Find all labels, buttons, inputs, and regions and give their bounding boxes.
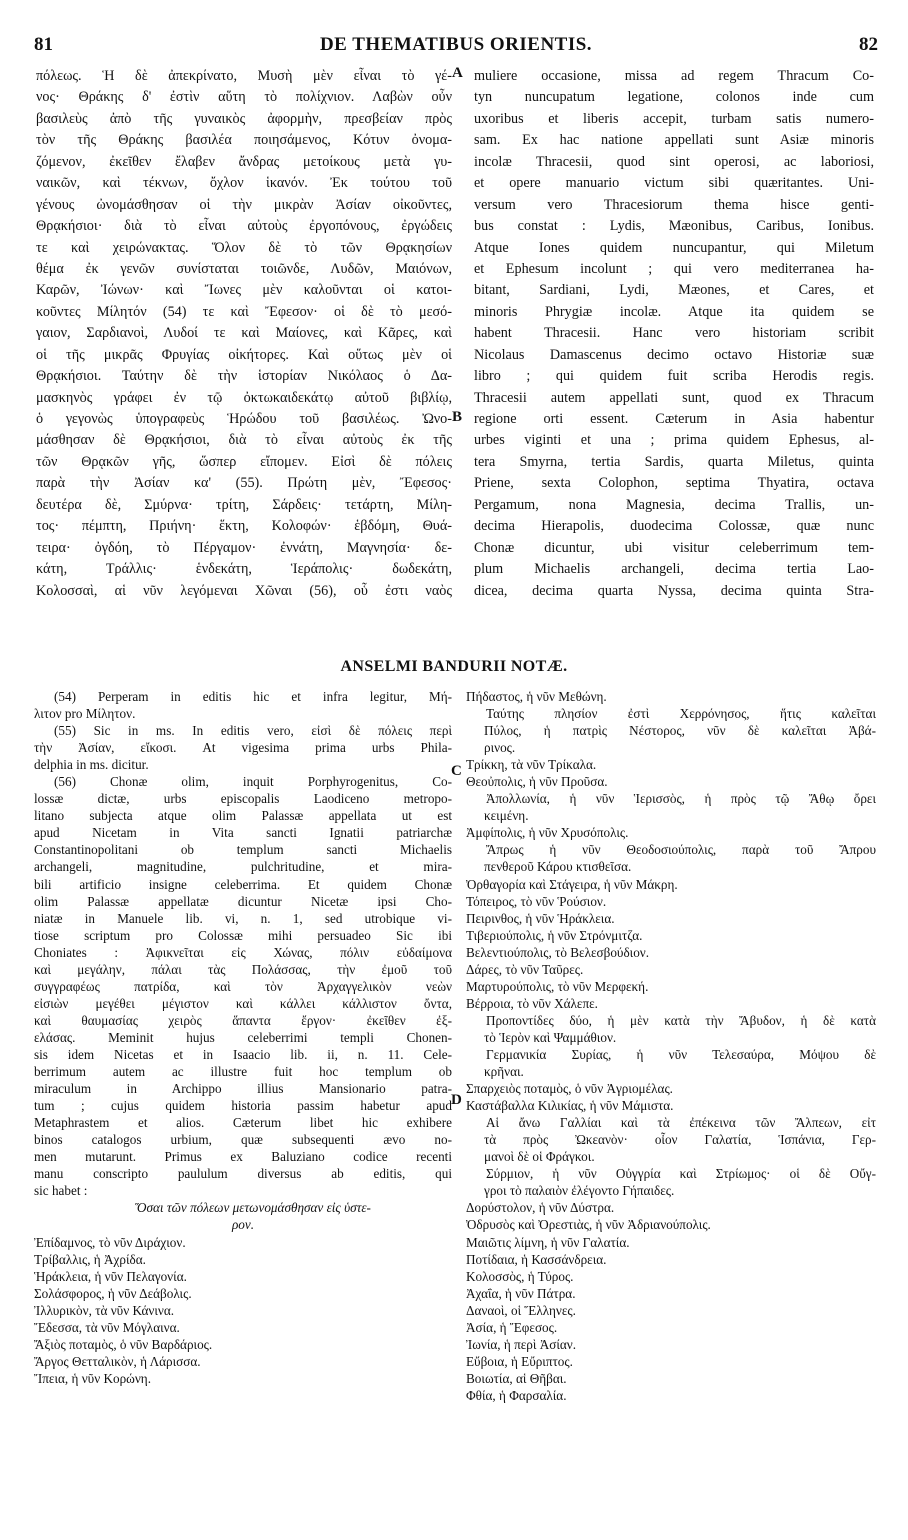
catalog-left-line: Τρίβαλλις, ἡ Ἀχρίδα. — [34, 1251, 146, 1267]
notes-right-line: Ὀρθαγορία καὶ Στάγειρα, ἡ νῦν Μάκρη. — [466, 876, 678, 892]
notes-right-line: Βοιωτία, αἱ Θῆβαι. — [466, 1370, 567, 1386]
notes-right-line: πενθεροῦ Κάρου κτισθεῖσα. — [484, 859, 632, 875]
catalog-left-line: Ἄξιὸς ποταμὸς, ὁ νῦν Βαρδάριος. — [34, 1336, 213, 1352]
notes-right-line: Θεοὐπολις, ἡ νῦν Προῦσα. — [466, 774, 608, 790]
notes-right-line: Βέρροια, τὸ νῦν Χάλεπε. — [466, 995, 598, 1011]
notes-right-line: τὰ πρὸς Ὠκεανὸν· οἷον Γαλατία, Ἱσπάνια, Γερ- — [484, 1132, 876, 1148]
greek-text-line: κάτη, Τράλλις· ἑνδεκάτη, Ἱεράπολις· δωδεκάτη, — [36, 561, 452, 578]
latin-text-line: et Ephesum incolunt ; qui vero mediterranea ha- — [474, 260, 874, 277]
notes-left-line: tum ; cujus quidem historia passim habetur apud — [34, 1098, 452, 1114]
latin-text-line: habent Thracesii. Hanc vero historiam scribit — [474, 325, 874, 342]
notes-left-line: niatæ in Manuele lib. vi, n. 1, sed utrobique vi- — [34, 910, 452, 926]
notes-left-line: bili artificio insigne celeberrima. Et quidem Chonæ — [34, 876, 452, 892]
catalog-left-line: Σολάσφορος, ἡ νῦν Δεάβολις. — [34, 1285, 192, 1301]
latin-text-line: muliere occasione, missa ad regem Thracum Co- — [474, 68, 874, 84]
notes-right-line: Ἀσία, ἡ Ἔφεσος. — [466, 1319, 558, 1335]
greek-text-line: νος· Θράκης δ' ἐστὶν αὕτη τὸ πολίχνιον. Λαβὼν οὖν — [36, 89, 452, 106]
catalog-left-line: Ἄργος Θετταλικὸν, ἡ Λάρισσα. — [34, 1353, 201, 1369]
notes-left-line: καὶ μεγάλην, πάλαι τὰς Πολάσσας, τὴν ἐμοῦ τοῦ — [34, 961, 452, 977]
notes-left-column — [34, 688, 452, 1387]
notes-right-line: Βελεντιούπολις, τὸ Βελεσβούδιον. — [466, 944, 650, 960]
notes-right-line: Πειρινθος, ἡ νῦν Ἡράκλεια. — [466, 910, 615, 926]
greek-text-line: γένους ὠνομάσθησαν οἱ τὴν μικρὰν Ἀσίαν οἰκοῦντες, — [36, 196, 452, 213]
notes-right-line: Ταύτης πλησίον ἐστὶ Χερρόνησος, ἥτις καλεῖται — [486, 706, 876, 722]
notes-right-line: Δαναοὶ, οἱ Ἕλληνες. — [466, 1302, 576, 1318]
notes-left-line: εἰσιὼν μεγέθει μέγιστον καὶ κάλλει κάλλιστον ὄντα, — [34, 995, 452, 1011]
notes-left-line: litano subjecta atque olim Palassæ appellata ut est — [34, 808, 452, 824]
notes-right-line: Μαιῶτις λίμνη, ἡ νῦν Γαλατία. — [466, 1234, 630, 1250]
latin-text-line: plum Michaelis archangeli, decima tertia Lao- — [474, 561, 874, 578]
greek-text-line: τειρα· ὀγδόη, τὸ Πέργαμον· ἐννάτη, Μαγνησία· δε- — [36, 539, 452, 556]
notes-left-line: τὴν Ἀσίαν, εἴκοσι. At vigesima prima urbs Phila- — [34, 740, 452, 756]
notes-right-line: γροι τὸ παλαιὸν ἐλέγοντο Γήπαιδες. — [484, 1183, 675, 1199]
running-title: DE THEMATIBUS ORIENTIS. — [319, 34, 593, 55]
catalog-left-line: Ἰλλυρικὸν, τὰ νῦν Κάνινα. — [34, 1302, 175, 1318]
notes-heading: ANSELMI BANDURII NOTÆ. — [340, 658, 568, 675]
latin-text-line: decima Hierapolis, duodecima Colossæ, quæ nunc — [474, 518, 874, 535]
notes-right-line: Πύλος, ἡ πατρὶς Νέστορος, νῦν δὲ καλεῖται Ἀβά- — [484, 723, 876, 739]
greek-text-line: βασιλεὺς ἀπὸ τῆς γυναικὸς ἀφορμὴν, πρεσβείαν πρὸς — [36, 110, 452, 127]
notes-left-line: olim Palassæ appellatæ dicuntur Nicetæ ipsi Cho- — [34, 893, 452, 909]
latin-text-line: Nicolaus Damascenus decimo octavo Historiæ suæ — [474, 346, 874, 363]
notes-left-line: sis idem Nicetas et in Isaacio lib. ii, n. 11. Cele- — [34, 1046, 452, 1062]
notes-right-line: Ἀπολλωνία, ἡ νῦν Ἱερισσὸς, ἡ πρὸς τῷ Ἄθῳ ὄρει — [486, 791, 876, 807]
notes-right-line: Αἱ ἄνω Γαλλίαι καὶ τὰ ἐπέκεινα τῶν Ἄλπεων, εἰτ — [486, 1115, 876, 1131]
notes-right-line: Κολοσσὸς, ἡ Τύρος. — [466, 1268, 574, 1284]
notes-right-line: ρινος. — [484, 740, 516, 756]
catalog-title-line: ρον. — [231, 1217, 255, 1233]
notes-right-line: κειμένη. — [484, 808, 529, 824]
notes-right-line: Ποτίδαια, ἡ Κασσάνδρεια. — [466, 1251, 607, 1267]
notes-right-line: Μαρτυρούπολις, τὸ νῦν Μερφεκή. — [466, 978, 649, 994]
greek-text-line: πόλεως. Ἡ δὲ ἀπεκρίνατο, Μυσὴ μὲν εἶναι τὸ γέ- — [36, 68, 452, 84]
greek-text-line: θέμα ἐκ γενῶν συνίσταται τοιῶνδε, Λυδῶν, Μαιόνων, — [36, 260, 452, 277]
notes-right-line: Εὔβοια, ἡ Εὔριπτος. — [466, 1353, 573, 1369]
notes-right-line: Τρίκκη, τὰ νῦν Τρίκαλα. — [466, 757, 597, 773]
notes-left-line: καὶ θαυμασίας χειρὸς ἅπαντα ἔργον· ἐκεῖθεν ἐξ- — [34, 1012, 452, 1028]
greek-text-line: τος· πέμπτη, Πριήνη· ἕκτη, Κολοφών· ἑβδόμη, Θυά- — [36, 518, 452, 535]
catalog-left-line: Ἔδεσσα, τὰ νῦν Μόγλαινα. — [34, 1319, 180, 1335]
greek-text-line: ὁ γεγονὼς ὑπογραφεὺς Ἡρώδου τοῦ βασιλέως. Ὠνο- — [36, 411, 452, 427]
greek-text-line: ζόμενον, ἐκεῖθεν ἔλαβεν ἄνδρας μετοίκους μετὰ γυ- — [36, 153, 452, 170]
latin-text-line: versum vero Thracesiorum thema hisce genti- — [474, 196, 874, 213]
margin-marker-b: B — [452, 409, 463, 425]
latin-text-line: bitant, Sardiani, Lydi, Mæones, et Cares, et — [474, 282, 874, 299]
notes-left-line: lossæ dictæ, urbs episcopalis Laodiceno metropo- — [34, 791, 452, 807]
notes-right-line: Σπαρχειὸς ποταμὸς, ὁ νῦν Ἀγριομέλας. — [466, 1081, 673, 1097]
notes-left-line: delphia in ms. dicitur. — [34, 757, 149, 773]
running-header — [34, 34, 878, 60]
notes-left-line: berrimum autem ac illustre fuit hoc templum ob — [34, 1064, 452, 1080]
catalog-list-left — [34, 1234, 452, 1387]
notes-right-line: Ἀχαΐα, ἡ νῦν Πάτρα. — [466, 1285, 576, 1301]
notes-right-line: τὸ Ἱερὸν καὶ Ψαμμάθιον. — [484, 1029, 617, 1045]
notes-right-line: Γερμανικία Συρίας, ἡ νῦν Τελεσαύρα, Μόψου δὲ — [486, 1046, 876, 1062]
notes-right-line: Ὀδρυσὸς καὶ Ὀρεστιὰς, ἡ νῦν Ἀδριανούπολις. — [466, 1217, 711, 1233]
greek-text-line: δευτέρα δὲ, Σμύρνα· τρίτη, Σάρδεις· τετάρτη, Μίλη- — [36, 496, 452, 513]
notes-right-line: Πήδαστος, ἡ νῦν Μεθώνη. — [466, 689, 607, 704]
notes-right-line: Ἀμφίπολις, ἡ νῦν Χρυσόπολις. — [466, 825, 629, 841]
latin-text-line: Thracesii autem appellati sunt, quod ex Thracum — [474, 389, 874, 406]
notes-left-line: binos catalogos urbium, quæ subsequenti ævo no- — [34, 1132, 452, 1148]
greek-text-line: τὸν τῆς Θράκης βασιλέα ποιησάμενος, Κότυν ὀνομα- — [36, 132, 452, 149]
notes-left-line: miraculum in Archippo illius Mansionario patra- — [34, 1081, 452, 1097]
greek-text-line: Κολοσσαὶ, αἱ νῦν λεγόμεναι Χῶναι (56), οὗ ἐστι ναὸς — [36, 582, 452, 599]
greek-text-line: Θρᾳκήσιοι· διὰ τὸ εἶναι αὐτοὺς ἐργοπόνους, ἐργώδεις — [36, 218, 452, 235]
catalog-left-line: Ἴπεια, ἡ νῦν Κορώνη. — [34, 1370, 151, 1386]
latin-text-line: minoris Phrygiæ incolæ. Atque ita quidem se — [474, 303, 874, 320]
notes-right-line: Φθία, ἡ Φαρσαλία. — [466, 1387, 567, 1403]
notes-left-line: λιτον pro Μίλητον. — [34, 706, 136, 722]
notes-right-line: Σύρμιον, ἡ νῦν Οὐγγρία καὶ Στρίωμος· οἱ δὲ Οὔγ- — [486, 1166, 876, 1182]
margin-marker-d: D — [451, 1092, 462, 1108]
latin-text-line: tera Smyrna, tertia Sardis, quarta Miletus, quinta — [474, 453, 874, 470]
notes-left-line: apud Nicetam in Vita sancti Ignatii patriarchæ — [34, 825, 452, 841]
notes-left-line: Constantinopolitani ob templum sancti Michaelis — [34, 842, 452, 858]
notes-right-line: Ἄπρως ἡ νῦν Θεοδοσιούπολις, παρὰ τοῦ Ἄπρου — [486, 842, 876, 858]
page-number-right: 82 — [859, 34, 878, 55]
latin-text-line: Priene, sexta Colophon, septima Thyatira, octava — [474, 475, 874, 492]
notes-right-line: Τιβεριούπολις, ἡ νῦν Στρόνμιτζα. — [466, 927, 643, 943]
notes-left-line: ελάσας. Meminit hujus celeberrimi templi Chonen- — [34, 1029, 452, 1045]
greek-text-line: ναικῶν, καὶ τέκνων, ὄχλον ἱκανόν. Ἐκ τούτου τοῦ — [36, 175, 452, 192]
notes-left-line: (54) Perperam in editis hic et infra legitur, Μή- — [54, 689, 452, 704]
notes-left-line: Choniates : Ἀφικνεῖται εἰς Χώνας, πόλιν εὐδαίμονα — [34, 944, 452, 960]
greek-text-line: μάσθησαν δὲ Θρᾳκήσιοι, διὰ τὸ εἶναι αὐτοὺς ἐκ τῆς — [36, 432, 452, 449]
greek-text-line: Θρᾳκήσιοι. Ταύτην δὲ τὴν ἱστορίαν Νικόλαος ὁ Δα- — [36, 368, 452, 385]
catalog-title-line: Ὅσαι τῶν πόλεων μετωνομάσθησαν εἰς ὑστε- — [135, 1200, 371, 1216]
greek-text-line: τῶν Θρᾳκῶν γῆς, ὥσπερ εἴπομεν. Εἰσὶ δὲ πόλεις — [36, 453, 452, 470]
notes-right-line: Τόπειρος, τὸ νῦν Ῥούσιον. — [466, 893, 607, 909]
latin-text-line: bus constat : Lydis, Mæonibus, Caribus, Ionibus. — [474, 218, 874, 235]
notes-left-line: archangeli, magnitudine, pulchritudine, et mira- — [34, 859, 452, 875]
notes-left-line: (56) Chonæ olim, inquit Porphyrogenitus, Co- — [54, 774, 452, 790]
latin-text-line: uxoribus et liberis accepit, turbam satis numero- — [474, 110, 874, 127]
latin-text-line: Pergamum, nona Magnesia, decima Trallis, un- — [474, 496, 874, 513]
catalog-left-line: Ἐπίδαμνος, τὸ νῦν Διράχιον. — [34, 1234, 186, 1250]
latin-text-line: Atque Iones quidem nuncupantur, qui Miletum — [474, 239, 874, 256]
latin-text-line: urbes viginti et una ; prima quidem Ephesus, al- — [474, 432, 874, 449]
latin-text-line: regione orti essent. Cæterum in Asia habentur — [474, 411, 874, 427]
notes-left-line: Metaphrastem et alios. Cæterum libet hic exhibere — [34, 1115, 452, 1131]
greek-text-line: μασκηνὸς γράφει ἐν τῷ ὀκτωκαιδεκάτῳ αὐτοῦ βιβλίῳ, — [36, 389, 452, 406]
page-number-left: 81 — [34, 34, 53, 55]
latin-text-line: incolæ Thracesii, quod sint operosi, ac laboriosi, — [474, 153, 874, 170]
notes-left-line: συγγραφέως πατρίδα, καὶ τὸν Ἀρχαγγελικὸν νεὼν — [34, 978, 452, 994]
latin-text-line: sam. Ex hac natione appellati sunt Asiæ minoris — [474, 132, 874, 149]
latin-text-line: libro ; qui quidem fuit scriba Herodis regis. — [474, 368, 874, 385]
greek-text-line: γαιον, Σαρδιανοὶ, Λυδοί τε καὶ Μαίονες, καὶ Κᾶρες, καὶ — [36, 325, 452, 342]
notes-left-line: manu conscripto paululum diversus ab editis, qui — [34, 1166, 452, 1182]
notes-right-column — [466, 688, 876, 1404]
latin-text-line: Chonæ dicuntur, ubi visitur celeberrimum tem- — [474, 539, 874, 556]
latin-text-column — [474, 66, 874, 602]
greek-text-line: Καρῶν, Ἰώνων· καὶ Ἴωνες μὲν καλοῦνται οἱ κατοι- — [36, 282, 452, 299]
greek-text-line: οἱ τῆς μικρᾶς Φρυγίας οἰκήτορες. Καὶ οὕτως μὲν οἱ — [36, 346, 452, 363]
greek-text-column — [36, 66, 452, 602]
notes-left-line: tiose scriptum pro Colossæ mihi persuadeo Sic ibi — [34, 927, 452, 943]
notes-left-line: (55) Sic in ms. In editis vero, εἰσὶ δὲ πόλεις περὶ — [54, 723, 452, 739]
greek-text-line: κοῦντες Μίλητόν (54) τε καὶ Ἔφεσον· οἱ δὲ τὸ μεσό- — [36, 303, 452, 320]
greek-text-line: παρὰ τὴν Ἀσίαν κα' (55). Πρώτη μὲν, Ἔφεσος· — [36, 475, 452, 492]
notes-right-line: κρῆναι. — [484, 1064, 524, 1080]
notes-left-line: men mutarunt. Primus ex Baluziano codice recenti — [34, 1149, 452, 1165]
notes-left-body — [34, 688, 452, 1199]
notes-right-line: Καστάβαλλα Κιλικίας, ἡ νῦν Μάμιστα. — [466, 1098, 674, 1114]
notes-right-line: μανοὶ δὲ οἱ Φράγκοι. — [484, 1149, 595, 1165]
greek-text-line: τε καὶ χειρώνακτας. Ὅλον δὲ τὸ τῶν Θρᾳκησίων — [36, 239, 452, 256]
latin-text-line: tyn nuncupatum legatione, colonos inde cum — [474, 89, 874, 106]
notes-right-line: Δάρες, τὸ νῦν Ταῦρες. — [466, 961, 584, 977]
catalog-left-line: Ἡράκλεια, ἡ νῦν Πελαγονία. — [34, 1268, 187, 1284]
margin-marker-a: A — [452, 65, 463, 81]
latin-text-line: et opere manuario victum sibi quæritantes. Uni- — [474, 175, 874, 192]
notes-right-line: Ἰωνία, ἡ περὶ Ἀσίαν. — [466, 1336, 577, 1352]
latin-text-line: dicea, decima quarta Nyssa, decima quinta Stra- — [474, 582, 874, 599]
notes-right-line: Δορύστολον, ἡ νῦν Δύστρα. — [466, 1200, 615, 1216]
notes-left-line: sic habet : — [34, 1183, 88, 1199]
catalog-title — [34, 1199, 452, 1233]
notes-right-line: Προποντίδες δύο, ἡ μὲν κατὰ τὴν Ἄβυδον, ἡ δὲ κατὰ — [486, 1012, 876, 1028]
margin-marker-c: C — [451, 763, 462, 779]
